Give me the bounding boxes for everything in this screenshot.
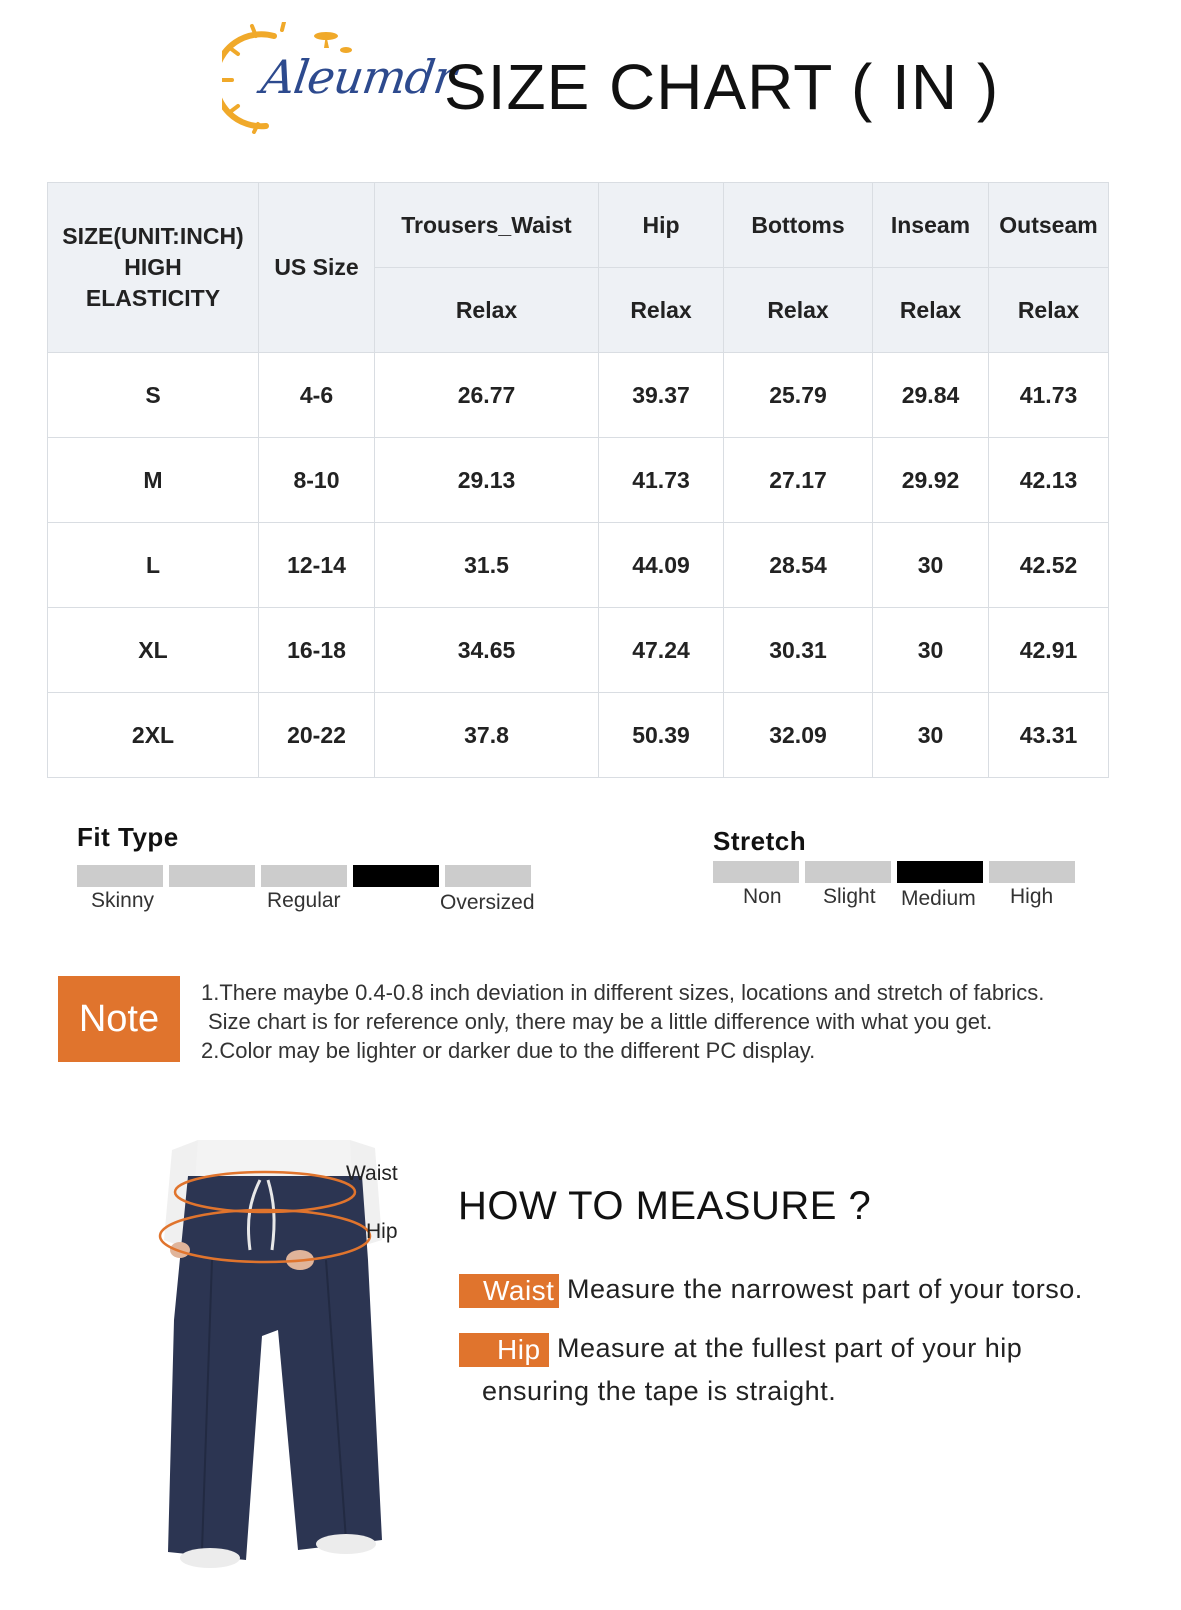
- note-badge: Note: [58, 976, 180, 1062]
- table-cell: 30: [873, 523, 989, 608]
- stretch-segment: [989, 861, 1075, 883]
- table-cell: 39.37: [599, 353, 724, 438]
- table-cell: 30: [873, 693, 989, 778]
- waist-instruction: [459, 1274, 1083, 1308]
- figure-waist-label: Waist: [346, 1162, 398, 1185]
- column-header: Outseam: [989, 183, 1109, 268]
- table-cell: 2XL: [48, 693, 259, 778]
- table-row: [48, 353, 1109, 438]
- table-cell: 31.5: [375, 523, 599, 608]
- table-cell: 41.73: [989, 353, 1109, 438]
- header-size-line: HIGH: [124, 254, 182, 280]
- stretch-label: Slight: [823, 885, 876, 908]
- stretch-scale: [713, 826, 1083, 915]
- table-cell: L: [48, 523, 259, 608]
- header-size-line: ELASTICITY: [85, 285, 221, 311]
- waist-instruction-text: Measure the narrowest part of your torso.: [567, 1274, 1083, 1305]
- table-cell: 50.39: [599, 693, 724, 778]
- column-subheader: Relax: [599, 268, 724, 353]
- table-cell: 27.17: [724, 438, 873, 523]
- header-size-line: SIZE(UNIT:INCH): [62, 223, 244, 249]
- fit-type-segment: [169, 865, 255, 887]
- how-to-measure-title: HOW TO MEASURE ?: [458, 1184, 872, 1228]
- stretch-label: Medium: [901, 887, 976, 910]
- column-subheader: Relax: [724, 268, 873, 353]
- fit-type-label: Regular: [267, 889, 341, 912]
- size-table-wrapper: [47, 182, 1109, 778]
- fit-type-label: Skinny: [91, 889, 155, 912]
- header-size-unit: [48, 183, 259, 353]
- table-row: [48, 438, 1109, 523]
- table-cell: 16-18: [259, 608, 375, 693]
- table-cell: 29.84: [873, 353, 989, 438]
- fit-type-bars: [77, 865, 537, 887]
- table-cell: 43.31: [989, 693, 1109, 778]
- hip-instruction: [459, 1333, 1022, 1367]
- size-table: [47, 182, 1109, 778]
- table-cell: 42.91: [989, 608, 1109, 693]
- table-row: [48, 608, 1109, 693]
- page-title: SIZE CHART ( IN ): [444, 51, 1000, 123]
- stretch-segment: [805, 861, 891, 883]
- table-cell: 29.92: [873, 438, 989, 523]
- waist-tag: Waist: [459, 1274, 559, 1308]
- hip-instruction-continued: ensuring the tape is straight.: [482, 1376, 837, 1406]
- table-cell: 26.77: [375, 353, 599, 438]
- table-cell: 8-10: [259, 438, 375, 523]
- figure-hip-label: Hip: [366, 1220, 398, 1243]
- column-header: Inseam: [873, 183, 989, 268]
- table-cell: 32.09: [724, 693, 873, 778]
- table-row: [48, 693, 1109, 778]
- fit-type-scale: [77, 822, 537, 919]
- stretch-label: Non: [743, 885, 782, 908]
- fit-type-segment: [353, 865, 439, 887]
- table-cell: 4-6: [259, 353, 375, 438]
- table-cell: 34.65: [375, 608, 599, 693]
- table-cell: 28.54: [724, 523, 873, 608]
- table-cell: 42.13: [989, 438, 1109, 523]
- table-row: [48, 523, 1109, 608]
- stretch-title: Stretch: [713, 826, 807, 856]
- table-cell: M: [48, 438, 259, 523]
- column-header: Bottoms: [724, 183, 873, 268]
- note-line: 2.Color may be lighter or darker due to the different PC display.: [201, 1038, 816, 1063]
- fit-type-title: Fit Type: [77, 822, 179, 852]
- table-cell: 29.13: [375, 438, 599, 523]
- table-cell: 30.31: [724, 608, 873, 693]
- stretch-label: High: [1010, 885, 1054, 908]
- stretch-segment: [897, 861, 983, 883]
- hip-instruction-text: Measure at the fullest part of your hip: [557, 1333, 1023, 1364]
- brand-wordmark: Aleumdr: [258, 50, 459, 104]
- fit-type-label: Oversized: [440, 891, 535, 914]
- table-cell: S: [48, 353, 259, 438]
- fit-type-segment: [77, 865, 163, 887]
- fit-type-labels: [77, 889, 537, 919]
- table-cell: 42.52: [989, 523, 1109, 608]
- brand-logo: [222, 22, 459, 134]
- column-header: Hip: [599, 183, 724, 268]
- table-cell: 20-22: [259, 693, 375, 778]
- note-line: Size chart is for reference only, there may be a little difference with what you get.: [208, 1009, 993, 1034]
- column-subheader: Relax: [989, 268, 1109, 353]
- table-cell: XL: [48, 608, 259, 693]
- column-header: Trousers_Waist: [375, 183, 599, 268]
- note-line: 1.There maybe 0.4-0.8 inch deviation in different sizes, locations and stretch of fabrics.: [201, 980, 1045, 1005]
- column-subheader: Relax: [873, 268, 989, 353]
- table-cell: 41.73: [599, 438, 724, 523]
- stretch-labels: [713, 885, 1083, 915]
- hip-tag: Hip: [459, 1333, 549, 1367]
- table-cell: 12-14: [259, 523, 375, 608]
- fit-type-segment: [445, 865, 531, 887]
- table-cell: 47.24: [599, 608, 724, 693]
- pants-figure: [150, 1140, 420, 1580]
- stretch-bars: [713, 861, 1083, 883]
- table-cell: 30: [873, 608, 989, 693]
- table-cell: 44.09: [599, 523, 724, 608]
- note-text: [201, 978, 1044, 1065]
- column-subheader: Relax: [375, 268, 599, 353]
- table-cell: 25.79: [724, 353, 873, 438]
- wide-leg-pants-illustration: [150, 1140, 420, 1580]
- header: [0, 0, 1181, 150]
- fit-type-segment: [261, 865, 347, 887]
- stretch-segment: [713, 861, 799, 883]
- header-us-size: US Size: [259, 183, 375, 353]
- table-cell: 37.8: [375, 693, 599, 778]
